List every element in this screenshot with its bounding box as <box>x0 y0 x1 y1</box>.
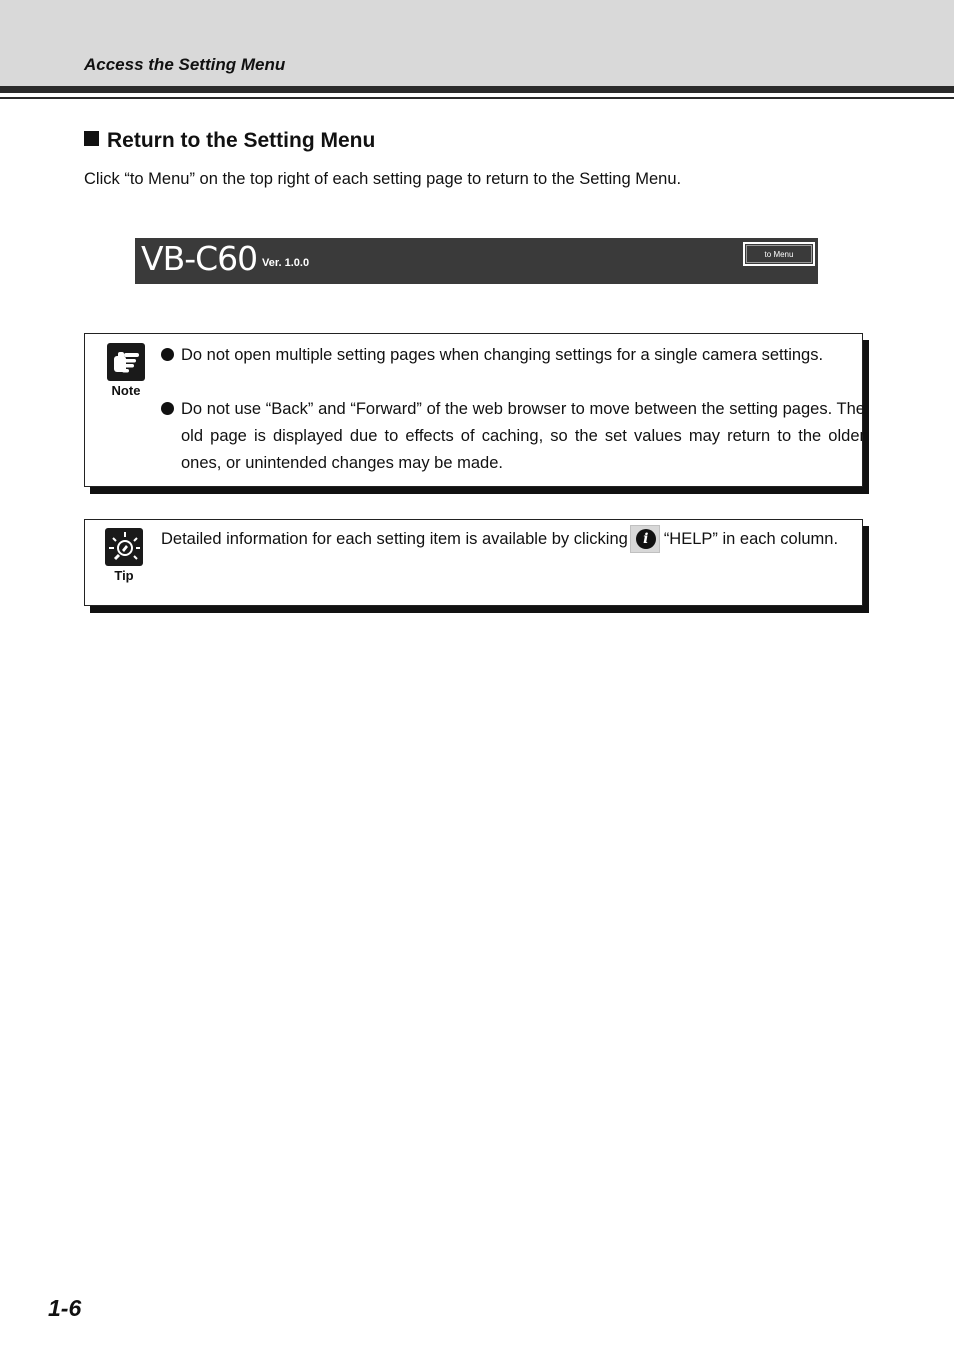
header-rule-thick <box>0 86 954 93</box>
bullet-dot-icon <box>161 348 174 361</box>
note-icon-group <box>104 343 148 398</box>
vb-c60-header-screenshot <box>135 238 818 284</box>
note-box <box>84 333 863 487</box>
version-label: Ver. 1.0.0 <box>262 257 310 269</box>
tip-label: Tip <box>114 568 134 583</box>
pointing-hand-icon <box>107 343 145 381</box>
square-bullet-icon <box>84 131 99 146</box>
header-rule-thin <box>0 97 954 99</box>
tip-box <box>84 519 863 606</box>
tip-text: Detailed information for each setting item is available by clicking i “HELP” in each column. <box>161 525 845 553</box>
model-name: VB-C60 <box>141 239 258 278</box>
help-info-icon: i <box>630 525 660 553</box>
tip-icon-group <box>102 528 146 583</box>
section-heading-text: Return to the Setting Menu <box>107 129 376 152</box>
to-menu-button[interactable] <box>743 242 815 266</box>
bullet-dot-icon <box>161 402 174 415</box>
page-number: 1-6 <box>48 1295 82 1321</box>
note-label: Note <box>111 383 141 398</box>
running-header: Access the Setting Menu <box>84 55 286 74</box>
note-item: Do not open multiple setting pages when changing settings for a single camera settings. <box>161 342 865 369</box>
light-bulb-icon <box>105 528 143 566</box>
note-item: Do not use “Back” and “Forward” of the web browser to move between the setting pages. The old page is displayed due to effects of caching, so the set values may return to the older ones, or unintended changes may be made. <box>161 396 865 477</box>
section-heading <box>84 129 375 153</box>
to-menu-label: to Menu <box>746 245 812 263</box>
intro-paragraph: Click “to Menu” on the top right of each setting page to return to the Setting Menu. <box>84 170 682 188</box>
